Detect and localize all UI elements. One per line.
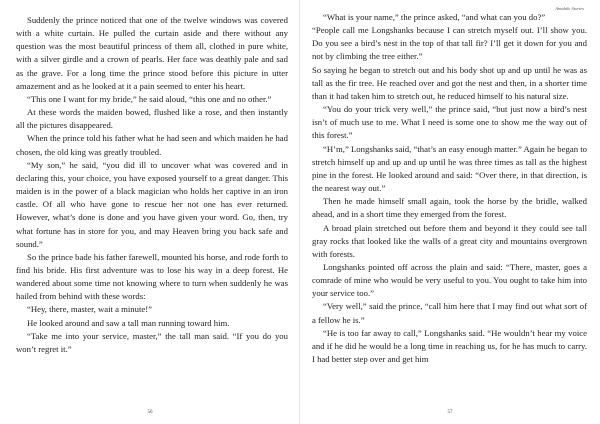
paragraph: “What is your name,” the prince asked, “and what can you do?” xyxy=(323,12,546,22)
paragraph: “My son,” he said, “you did ill to uncover what was covered and in declaring this, your choice, you have exposed yourself to a great danger. This maiden is in the power of a black magician who holds her captive in an iron castle. Of all who have gone to rescue her not one has ever returned. However, what’s done is done and you have given your word. Go, then, try what fortune has in store for you, and may Heaven bring you back safe and sound.” xyxy=(16,159,288,249)
paragraph: “People call me Longshanks because I can stretch myself out. I’ll show you. Do you see a bird’s nest in the top of that tall fir? I’ll get it down for you and not by climbing the tree either.” xyxy=(312,25,587,62)
running-head: Amabile Stories xyxy=(555,6,584,11)
paragraph: “H’m,” Longshanks said, “that’s an easy enough matter.” Again he began to stretch himself up and up and up until he was three times as tall as the highest pine in the forest. He looked around and said: “Over there, in that direction, is the nearest way out.” xyxy=(312,143,587,194)
paragraph: “Take me into your service, master,” the tall man said. “If you do you won’t regret it.” xyxy=(16,330,288,354)
right-page-text xyxy=(312,11,587,366)
paragraph: When the prince told his father what he had seen and which maiden he had chosen, the old king was greatly troubled. xyxy=(16,133,288,157)
paragraph: “This one I want for my bride,” he said aloud, “this one and no other.” xyxy=(27,93,272,104)
page-number-right: 57 xyxy=(447,410,453,415)
paragraph: “Hey, there, master, wait a minute!” xyxy=(27,304,153,315)
paragraph: So saying he began to stretch out and his body shot up and up until he was as tall as the fir tree. He reached over and got the nest and then, in a shorter time than it had taken him to stretch out, he reduced himself to his natural size. xyxy=(312,64,587,101)
paragraph: “He is too far away to call,” Longshanks said. “He wouldn’t hear my voice and if he did he would be a long time in reaching us, for he has much to carry. I had better step over and get him xyxy=(312,327,587,365)
paragraph: “You do your trick very well,” the prince said, “but just now a bird’s nest isn’t of much use to me. What I need is some one to show me the way out of this forest.” xyxy=(312,104,587,141)
paragraph: At these words the maiden bowed, flushed like a rose, and then instantly all the pictures disappeared. xyxy=(16,107,288,131)
paragraph: A broad plain stretched out before them and beyond it they could see tall gray rocks that looked like the walls of a great city and mountains overgrown with forests. xyxy=(312,222,587,259)
paragraph: He looked around and saw a tall man running toward him. xyxy=(27,317,230,328)
right-page xyxy=(300,0,600,424)
paragraph: So the prince bade his father farewell, mounted his horse, and rode forth to find his bride. His first adventure was to lose his way in a deep forest. He wandered about some time not knowing where to turn when suddenly he was hailed from behind with these words: xyxy=(16,251,288,302)
page-number-left: 56 xyxy=(147,410,153,415)
paragraph: “Very well,” said the prince, “call him here that I may find out what sort of a fellow he is.” xyxy=(312,301,587,325)
paragraph: Longshanks pointed off across the plain and said: “There, master, goes a comrade of mine who would be very useful to you. You ought to take him into your service too.” xyxy=(312,261,587,299)
paragraph: Then he made himself small again, took the horse by the bridle, walked ahead, and in a short time they emerged from the forest. xyxy=(312,196,587,220)
paragraph: Suddenly the prince noticed that one of the twelve windows was covered with a white curtain. He pulled the curtain aside and there without any question was the most beautiful princess of them all, clothed in pure white, with a silver girdle and a crown of pearls. Her face was deathly pale and sad as the grave. For a long time the prince stood before this picture in utter amazement and as he looked at it a pain seemed to enter his heart. xyxy=(16,15,288,91)
left-page-text xyxy=(16,14,288,356)
